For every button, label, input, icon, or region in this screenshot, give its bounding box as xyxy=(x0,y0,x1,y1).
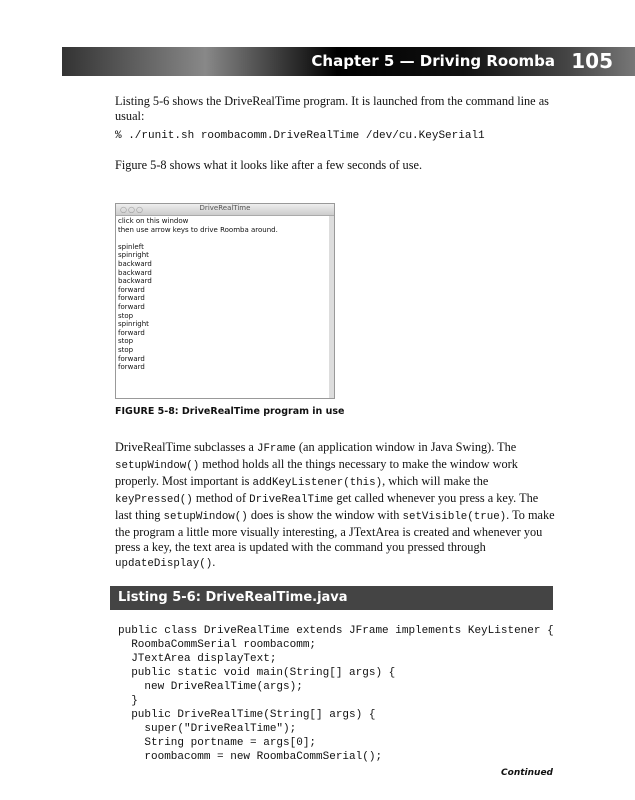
text-area-line: stop xyxy=(118,345,134,354)
page-number: 105 xyxy=(571,49,613,73)
listing-header: Listing 5-6: DriveRealTime.java xyxy=(110,586,553,610)
text-area xyxy=(116,216,334,373)
inline-code: setVisible(true) xyxy=(402,511,507,523)
scrollbar xyxy=(329,216,334,398)
window-buttons-icon: ○○○ xyxy=(120,205,144,214)
chapter-title: Chapter 5 — Driving Roomba xyxy=(311,52,555,70)
text-area-line: forward xyxy=(118,285,145,294)
text-area-line: backward xyxy=(118,259,152,268)
text-area-line: forward xyxy=(118,302,145,311)
inline-code: setupWindow() xyxy=(163,511,248,523)
body-section xyxy=(115,440,555,778)
text-run: . To make the program a little more visually interesting, a JTextArea is created and whenever you press a key, the text area is updated with the command you pressed through xyxy=(115,508,555,554)
body-paragraph xyxy=(115,440,555,572)
text-area-line: forward xyxy=(118,354,145,363)
window-titlebar xyxy=(116,204,334,216)
text-area-line: stop xyxy=(118,311,134,320)
inline-code: updateDisplay() xyxy=(115,558,213,570)
text-run: . xyxy=(212,555,216,569)
inline-code: setupWindow() xyxy=(115,460,200,472)
chapter-header xyxy=(62,47,635,76)
text-area-line: click on this window xyxy=(118,217,189,225)
text-run: get called whenever you press a key. The last thing xyxy=(115,491,539,522)
window-title: DriveRealTime xyxy=(199,204,251,212)
text-run: does is show the window with xyxy=(247,508,403,522)
intro-section xyxy=(115,94,555,173)
text-area-line xyxy=(118,234,332,243)
intro-text: Listing 5-6 shows the DriveRealTime program. It is launched from the command line as usual: xyxy=(115,94,549,123)
text-area-line: spinright xyxy=(118,251,149,260)
text-area-line: backward xyxy=(118,277,152,286)
text-area-line: stop xyxy=(118,337,134,346)
code-listing: public class DriveRealTime extends JFrame implements KeyListener { RoombaCommSerial roombacomm; JTextArea displayText; public static void main(String[] args) { new DriveRealTime(args); } public DriveRealTime(String[] args) { super("DriveRealTime"); String portname = args[0]; roombacomm = new RoombaCommSerial(); xyxy=(118,625,554,763)
inline-code: JFrame xyxy=(256,443,296,455)
text-area-line: spinleft xyxy=(118,242,144,251)
text-run: (an application window in Java Swing). The xyxy=(295,440,517,454)
text-area-line: backward xyxy=(118,268,152,277)
figure-caption: FIGURE 5-8: DriveRealTime program in use xyxy=(115,406,345,417)
text-area-line: forward xyxy=(118,294,145,303)
text-area-line: forward xyxy=(118,363,145,372)
drive-realtime-window xyxy=(115,203,335,399)
text-run: DriveRealTime subclasses a xyxy=(115,440,257,454)
command-line: % ./runit.sh roombacomm.DriveRealTime /dev/cu.KeySerial1 xyxy=(115,130,485,142)
text-area-line: then use arrow keys to drive Roomba around. xyxy=(118,225,278,234)
text-run: method holds all the things necessary to make the window work properly. Most important is xyxy=(115,457,518,488)
inline-code: keyPressed() xyxy=(115,494,193,506)
inline-code: DriveRealTime xyxy=(249,494,334,506)
text-run: , which will make the xyxy=(382,474,489,488)
text-run: method of xyxy=(192,491,250,505)
continued-label: Continued xyxy=(501,768,553,778)
text-area-line: forward xyxy=(118,328,145,337)
figure-intro: Figure 5-8 shows what it looks like after a few seconds of use. xyxy=(115,158,423,172)
text-area-line: spinright xyxy=(118,320,149,329)
inline-code: addKeyListener(this) xyxy=(252,477,383,489)
